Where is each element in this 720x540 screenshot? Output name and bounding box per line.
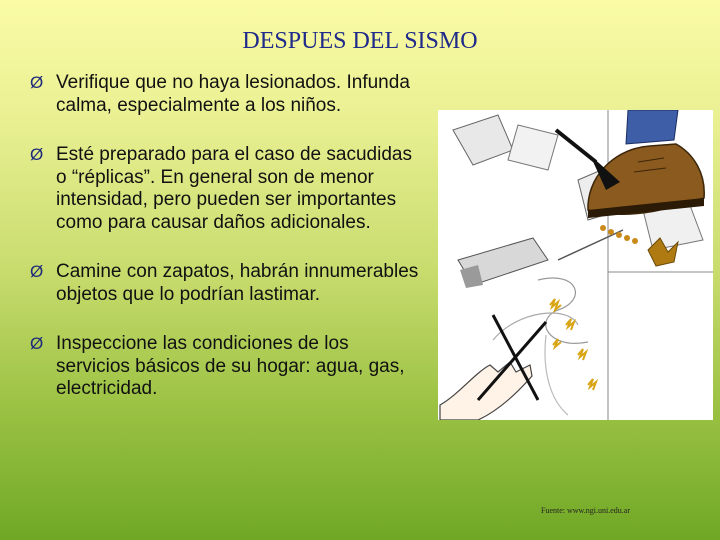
arrow-bullet-icon: Ø [30, 262, 44, 281]
arrow-bullet-icon: Ø [30, 73, 44, 92]
arrow-bullet-icon: Ø [30, 145, 44, 164]
bullet-item [30, 261, 420, 306]
bullet-text: Inspeccione las condiciones de los servicios básicos de su hogar: agua, gas, electricidad. [56, 333, 405, 399]
arrow-bullet-icon: Ø [30, 334, 44, 353]
bullet-item [30, 333, 420, 401]
blank-panel [609, 273, 713, 420]
bullet-item [30, 144, 420, 234]
slide-title: DESPUES DEL SISMO [242, 28, 478, 54]
bullet-text: Camine con zapatos, habrán innumerables objetos que lo podrían lastimar. [56, 261, 419, 305]
shoe-icon [556, 110, 704, 218]
bullet-item [30, 72, 420, 117]
earthquake-illustration [438, 110, 713, 420]
source-credit: Fuente: www.ngi.uni.edu.ar [541, 506, 631, 515]
bullet-text: Verifique que no haya lesionados. Infunda calma, especialmente a los niños. [56, 72, 410, 116]
bullet-list [30, 72, 420, 401]
bullet-text: Esté preparado para el caso de sacudidas o “réplicas”. En general son de menor intensidad, pero pueden ser importantes como para causar daños adicionales. [56, 144, 412, 233]
